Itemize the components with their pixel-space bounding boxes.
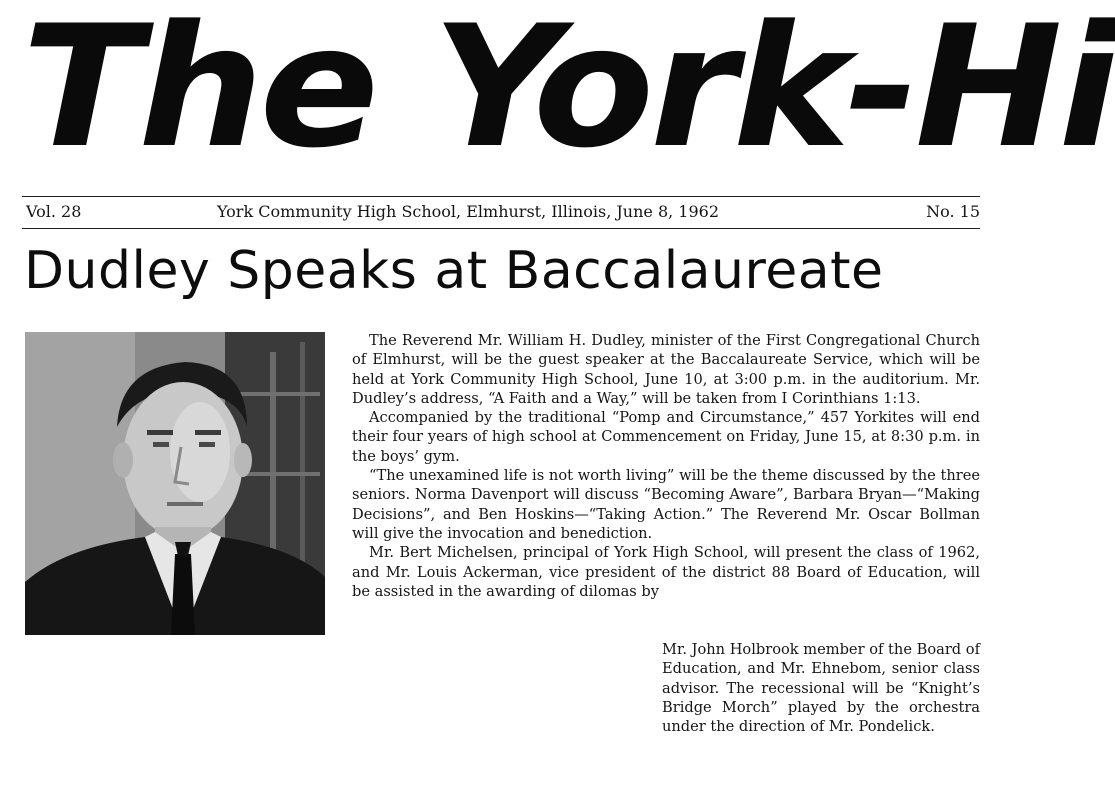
article-paragraph: Mr. Bert Michelsen, principal of York High School, will present the class of 1962, and Mr. Louis Ackerman, vice president of the district 88 Board of Education, will be assisted in the awarding of dilomas by bbox=[352, 544, 980, 600]
article-continuation bbox=[662, 640, 980, 736]
article-paragraph: The Reverend Mr. William H. Dudley, minister of the First Congregational Church of Elmhurst, will be the guest speaker at the Baccalaureate Service, which will be held at York Community High School, June 10, at 3:00 p.m. in the auditorium. Mr. Dudley’s address, “A Faith and a Way,” will be taken from I Corinthians 1:13. bbox=[352, 332, 980, 407]
volume-label: Vol. 28 bbox=[26, 202, 82, 221]
portrait-photo bbox=[25, 332, 325, 635]
dateline-text: York Community High School, Elmhurst, Illinois, June 8, 1962 bbox=[217, 202, 720, 221]
article-headline: Dudley Speaks at Baccalaureate bbox=[24, 241, 884, 301]
article-paragraph: Mr. John Holbrook member of the Board of Education, and Mr. Ehnebom, senior class advisor. The recessional will be “Knight’s Bridge Morch” played by the orchestra under the direction of Mr. Pondelick. bbox=[662, 641, 980, 736]
masthead-rule-bottom bbox=[22, 228, 980, 229]
article-paragraph: Accompanied by the traditional “Pomp and Circumstance,” 457 Yorkites will end their four years of high school at Commencement on Friday, June 15, at 8:30 p.m. in the boys’ gym. bbox=[352, 409, 980, 465]
masthead-rule-top bbox=[22, 196, 980, 197]
article-paragraph: “The unexamined life is not worth living” will be the theme discussed by the three seniors. Norma Davenport will discuss “Becoming Aware”, Barbara Bryan—“Making Decisions”, and Ben Hoskins—“Taking Action.” The Reverend Mr. Oscar Bollman will give the invocation and benediction. bbox=[352, 467, 980, 542]
issue-number: No. 15 bbox=[926, 202, 980, 221]
masthead-title: The York-Hi bbox=[22, 0, 1115, 185]
article-body bbox=[352, 331, 980, 601]
